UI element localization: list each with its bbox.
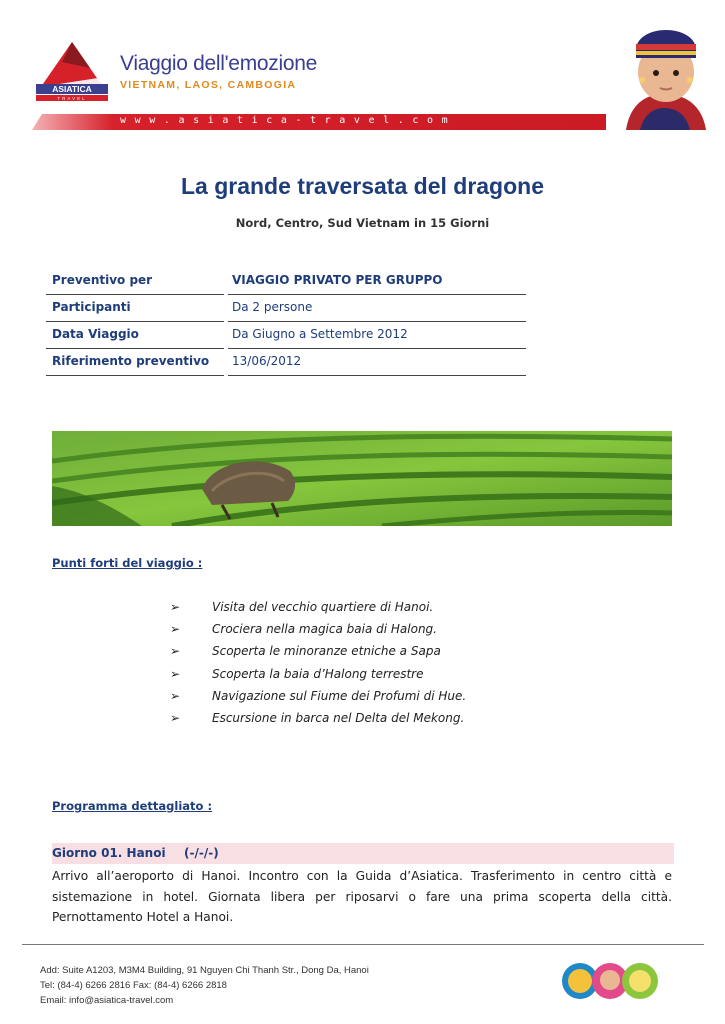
program-heading: Programma dettagliato : bbox=[52, 799, 213, 813]
info-value: 13/06/2012 bbox=[232, 354, 302, 368]
svg-text:TRAVEL: TRAVEL bbox=[57, 96, 87, 101]
svg-text:ASIATICA: ASIATICA bbox=[52, 84, 92, 94]
arrow-bullet-icon: ➢ bbox=[170, 688, 181, 703]
info-value: Da 2 persone bbox=[232, 300, 313, 314]
child-portrait-photo bbox=[606, 18, 722, 130]
info-label: Participanti bbox=[52, 300, 131, 314]
footer-divider bbox=[22, 944, 704, 945]
footer-email: Email: info@asiatica-travel.com bbox=[40, 995, 174, 1006]
arrow-bullet-icon: ➢ bbox=[170, 644, 181, 659]
arrow-bullet-icon: ➢ bbox=[170, 622, 181, 637]
footer-contact bbox=[40, 963, 369, 1008]
info-label: Riferimento preventivo bbox=[52, 354, 210, 368]
day-header-bar bbox=[52, 843, 674, 864]
day-meals: (-/-/-) bbox=[184, 846, 219, 860]
footer-badges-icon bbox=[560, 960, 670, 1002]
footer-address: Add: Suite A1203, M3M4 Building, 91 Nguyen Chi Thanh Str., Dong Da, Hanoi bbox=[40, 965, 369, 976]
info-row-data-viaggio bbox=[46, 322, 526, 349]
arrow-bullet-icon: ➢ bbox=[170, 600, 181, 614]
brand-title: Viaggio dell'emozione bbox=[120, 52, 317, 75]
day-description: Arrivo all’aeroporto di Hanoi. Incontro con la Guida d’Asiatica. Trasferimento in centro città e sistemazione in hotel. Giornata libera per riposarvi o fare una prima scoperta della città. Pernottamento Hotel a Hanoi. bbox=[52, 869, 672, 924]
info-value: VIAGGIO PRIVATO PER GRUPPO bbox=[232, 273, 443, 287]
quote-info-table bbox=[46, 268, 526, 376]
arrow-bullet-icon: ➢ bbox=[170, 666, 181, 681]
info-row-preventivo bbox=[46, 268, 526, 295]
document-title: La grande traversata del dragone bbox=[180, 173, 544, 199]
arrow-bullet-icon: ➢ bbox=[170, 710, 181, 725]
info-row-participanti bbox=[46, 295, 526, 322]
day-title: Giorno 01. Hanoi bbox=[52, 846, 166, 860]
document-subtitle: Nord, Centro, Sud Vietnam in 15 Giorni bbox=[235, 216, 490, 230]
info-row-riferimento bbox=[46, 349, 526, 376]
website-url: www.asiatica-travel.com bbox=[120, 115, 457, 126]
brand-subtitle: VIETNAM, LAOS, CAMBOGIA bbox=[120, 79, 297, 91]
asiatica-logo bbox=[32, 40, 112, 102]
footer-phone: Tel: (84-4) 6266 2816 Fax: (84-4) 6266 2818 bbox=[40, 980, 227, 991]
info-label: Preventivo per bbox=[52, 273, 153, 287]
rice-terrace-photo bbox=[52, 431, 672, 526]
highlights-heading: Punti forti del viaggio : bbox=[52, 556, 203, 570]
info-label: Data Viaggio bbox=[52, 327, 139, 341]
info-value: Da Giugno a Settembre 2012 bbox=[232, 327, 408, 341]
